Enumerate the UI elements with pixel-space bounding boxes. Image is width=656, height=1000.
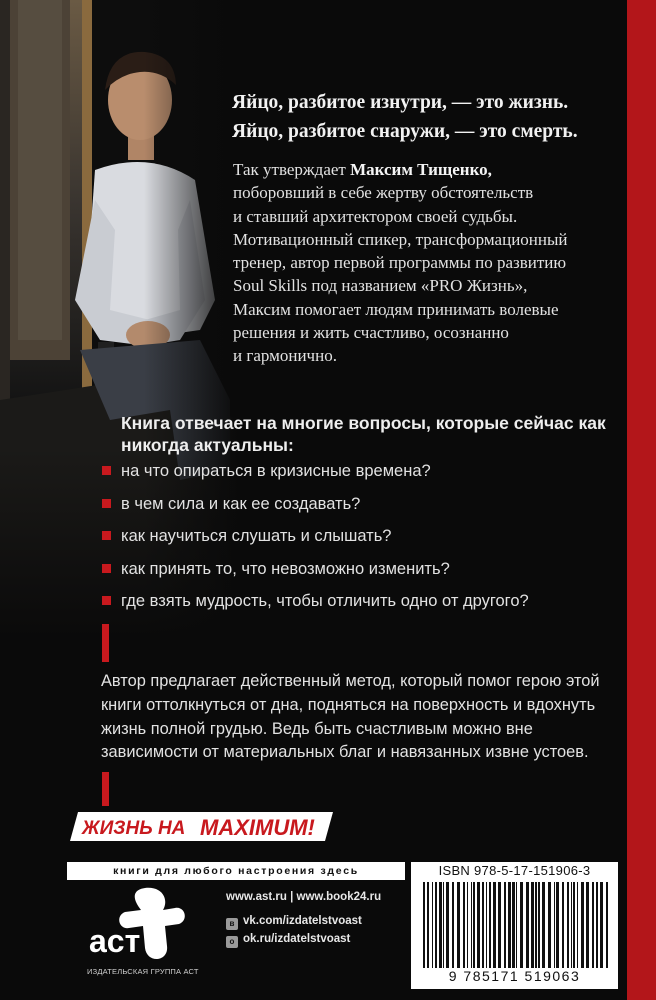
barcode-bar — [581, 882, 584, 968]
paragraph-line: зависимости от материальных благ и навязанных извне устоев. — [101, 743, 589, 762]
publisher-websites[interactable]: www.ast.ru | www.book24.ru — [226, 891, 382, 903]
red-spine-strip — [627, 0, 656, 1000]
publisher-name: ИЗДАТЕЛЬСКАЯ ГРУППА АСТ — [87, 967, 199, 976]
question-text: где взять мудрость, чтобы отличить одно от другого? — [121, 592, 529, 610]
intro-line: и гармонично. — [233, 346, 337, 366]
ok-link[interactable] — [226, 933, 350, 948]
paragraph-line: жизнь полной грудью. Ведь быть счастливым можно вне — [101, 719, 533, 738]
barcode-bar — [435, 882, 437, 968]
barcode — [421, 882, 611, 970]
paragraph-line: Автор предлагает действенный метод, который помог герою этой — [101, 672, 600, 690]
isbn-barcode-block — [411, 862, 618, 989]
red-square-bullet-icon — [102, 564, 111, 573]
barcode-bar — [446, 882, 449, 968]
intro-line: Максим помогает людям принимать волевые — [233, 299, 559, 319]
intro-line: тренер, автор первой программы по развитию — [233, 253, 567, 273]
barcode-bar — [577, 882, 578, 968]
tagline: книги для любого настроения здесь — [113, 865, 359, 877]
barcode-bar — [535, 882, 537, 968]
barcode-bar — [567, 882, 569, 968]
barcode-bar — [443, 882, 444, 968]
barcode-bar — [457, 882, 460, 968]
ok-icon: о — [226, 936, 238, 948]
ast-logo-icon — [85, 886, 195, 966]
red-divider-bar — [102, 772, 109, 806]
vk-link-text: vk.com/izdatelstvoast — [243, 915, 362, 927]
question-text: как научиться слушать и слышать? — [121, 527, 392, 545]
barcode-bar — [512, 882, 515, 968]
paragraph-line: книги оттолкнуться от дна, подняться на поверхность и вдохнуть — [101, 695, 596, 714]
intro-line — [233, 158, 623, 181]
barcode-bar — [600, 882, 603, 968]
barcode-digits: 9 785171 519063 — [448, 968, 581, 984]
barcode-bar — [508, 882, 511, 968]
barcode-bar — [538, 882, 540, 968]
questions-heading — [121, 412, 621, 456]
barcode-bar — [586, 882, 589, 968]
headline-line-2: Яйцо, разбитое снаружи, — это смерть. — [232, 121, 578, 142]
author-name: Максим Тищенко, — [350, 160, 492, 179]
barcode-bar — [471, 882, 472, 968]
barcode-bar — [463, 882, 465, 968]
isbn-label: ISBN 978-5-17-151906-3 — [438, 863, 591, 878]
headline-quote — [232, 88, 622, 146]
barcode-bar — [498, 882, 501, 968]
barcode-bar — [542, 882, 545, 968]
barcode-bar — [452, 882, 454, 968]
red-square-bullet-icon — [102, 531, 111, 540]
intro-prefix: Так утверждает — [233, 160, 351, 179]
barcode-bar — [473, 882, 475, 968]
barcode-bar — [427, 882, 429, 968]
barcode-bar — [489, 882, 491, 968]
barcode-bar — [486, 882, 487, 968]
vk-link[interactable] — [226, 915, 362, 930]
red-square-bullet-icon — [102, 499, 111, 508]
method-paragraph — [101, 670, 621, 765]
barcode-bar — [504, 882, 506, 968]
vk-icon: в — [226, 918, 238, 930]
intro-line: решения и жить счастливо, осознанно — [233, 323, 509, 343]
barcode-bar — [562, 882, 564, 968]
red-divider-bar — [102, 624, 109, 662]
barcode-bar — [531, 882, 534, 968]
barcode-bar — [493, 882, 496, 968]
barcode-bar — [423, 882, 425, 968]
author-intro — [233, 158, 623, 368]
questions-heading-line-2: никогда актуальны: — [121, 435, 294, 455]
barcode-bar — [573, 882, 575, 968]
question-text: на что опираться в кризисные времена? — [121, 462, 431, 480]
question-text: как принять то, что невозможно изменить? — [121, 559, 450, 578]
barcode-bar — [432, 882, 433, 968]
intro-line: Мотивационный спикер, трансформационный — [233, 229, 568, 249]
series-logo — [70, 812, 333, 841]
barcode-bar — [556, 882, 559, 968]
ast-logo-text: аст — [89, 923, 141, 959]
barcode-bar — [554, 882, 555, 968]
barcode-bar — [526, 882, 529, 968]
intro-line: поборовший в себе жертву обстоятельств — [233, 183, 534, 203]
questions-heading-line-1: Книга отвечает на многие вопросы, которые сейчас как — [121, 413, 606, 433]
barcode-bar — [477, 882, 480, 968]
series-title-part-1: ЖИЗНЬ НА — [82, 818, 186, 839]
intro-line: и ставший архитектором своей судьбы. — [233, 206, 518, 226]
ok-link-text: ok.ru/izdatelstvoast — [243, 933, 351, 945]
red-square-bullet-icon — [102, 596, 111, 605]
barcode-bar — [592, 882, 594, 968]
barcode-bar — [520, 882, 523, 968]
question-text: в чем сила и как ее создавать? — [121, 494, 361, 513]
barcode-bar — [467, 882, 468, 968]
barcode-bar — [439, 882, 442, 968]
red-square-bullet-icon — [102, 466, 111, 475]
barcode-bar — [548, 882, 551, 968]
barcode-bar — [606, 882, 608, 968]
barcode-bar — [482, 882, 484, 968]
barcode-bar — [516, 882, 517, 968]
barcode-bar — [596, 882, 598, 968]
barcode-bar — [571, 882, 572, 968]
intro-line: Soul Skills под названием «PRO Жизнь», — [233, 276, 528, 296]
headline-line-1: Яйцо, разбитое изнутри, — это жизнь. — [232, 92, 569, 113]
series-title-part-2: MAXIMUM! — [200, 815, 315, 840]
